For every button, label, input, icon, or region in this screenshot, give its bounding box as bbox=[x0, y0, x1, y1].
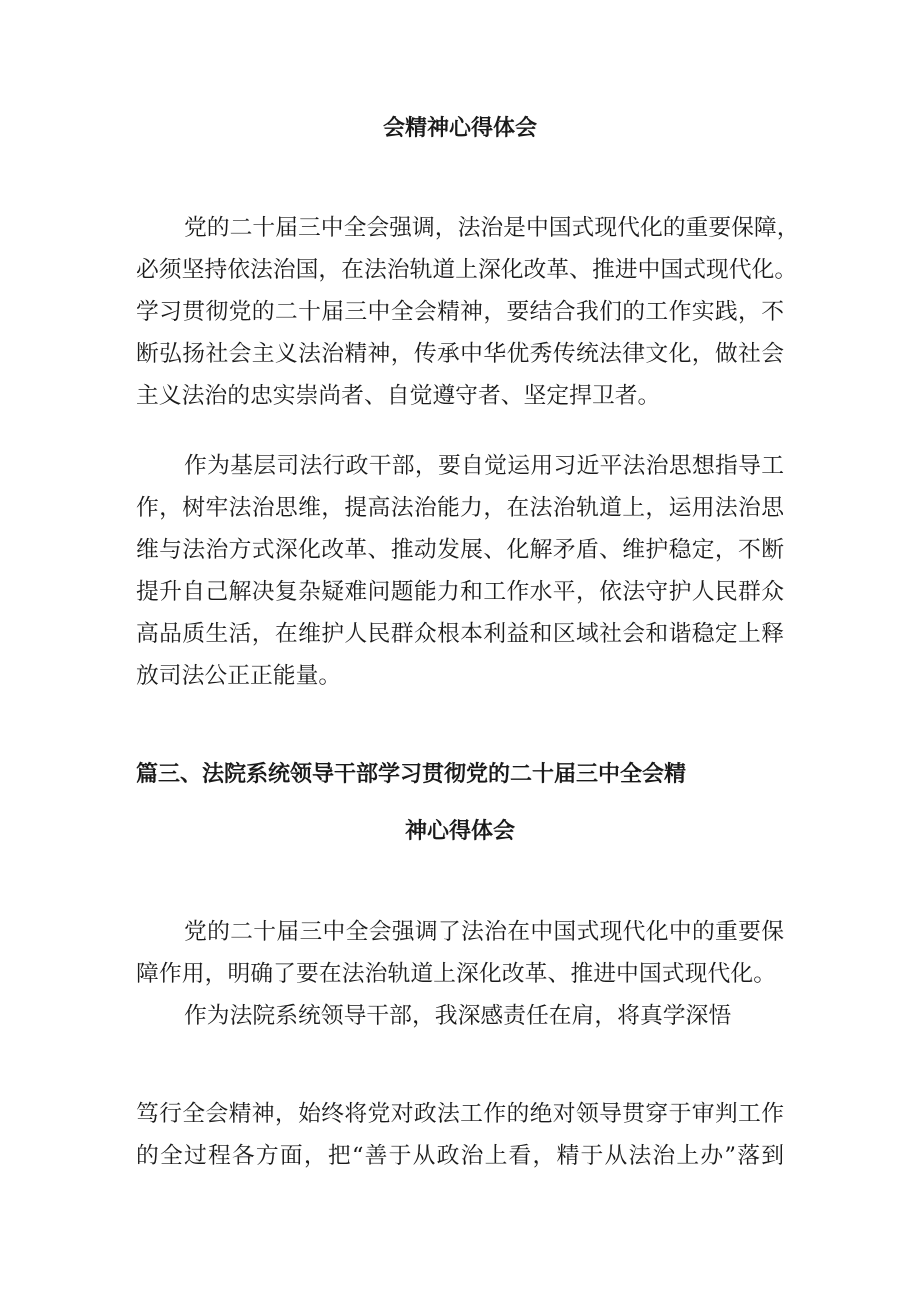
paragraph-line: 放司法公正正能量。 bbox=[136, 663, 342, 689]
paragraph-line: 提升自己解决复杂疑难问题能力和工作水平，依法守护人民群众 bbox=[136, 579, 784, 605]
paragraph-line: 障作用，明确了要在法治轨道上深化改革、推进中国式现代化。 bbox=[136, 961, 776, 987]
paragraph-line: 学习贯彻党的二十届三中全会精神，要结合我们的工作实践，不 bbox=[136, 299, 784, 325]
paragraph-line: 作为法院系统领导干部，我深感责任在肩，将真学深悟 bbox=[184, 1003, 732, 1029]
paragraph-line: 作为基层司法行政干部，要自觉运用习近平法治思想指导工 bbox=[184, 453, 784, 479]
section-title-line: 神心得体会 bbox=[404, 819, 515, 844]
paragraph-line: 高品质生活，在维护人民群众根本利益和区域社会和谐稳定上释 bbox=[136, 621, 784, 647]
paragraph-line: 维与法治方式深化改革、推动发展、化解矛盾、维护稳定，不断 bbox=[136, 537, 784, 563]
paragraph-line: 必须坚持依法治国，在法治轨道上深化改革、推进中国式现代化。 bbox=[136, 257, 798, 283]
paragraph-line: 党的二十届三中全会强调了法治在中国式现代化中的重要保 bbox=[184, 919, 784, 945]
page-heading: 会精神心得体会 bbox=[382, 116, 537, 141]
paragraph-line: 笃行全会精神，始终将党对政法工作的绝对领导贯穿于审判工作 bbox=[136, 1101, 784, 1127]
paragraph-line: 主义法治的忠实崇尚者、自觉遵守者、坚定捍卫者。 bbox=[136, 383, 661, 409]
section-title-line: 篇三、法院系统领导干部学习贯彻党的二十届三中全会精 bbox=[136, 762, 687, 787]
paragraph-line: 断弘扬社会主义法治精神，传承中华优秀传统法律文化，做社会 bbox=[136, 341, 784, 367]
paragraph-line: 党的二十届三中全会强调，法治是中国式现代化的重要保障， bbox=[184, 215, 800, 241]
paragraph-line: 的全过程各方面，把“善于从政治上看，精于从法治上办”落到 bbox=[136, 1143, 784, 1169]
paragraph-line: 作，树牢法治思维，提高法治能力，在法治轨道上，运用法治思 bbox=[136, 495, 784, 521]
